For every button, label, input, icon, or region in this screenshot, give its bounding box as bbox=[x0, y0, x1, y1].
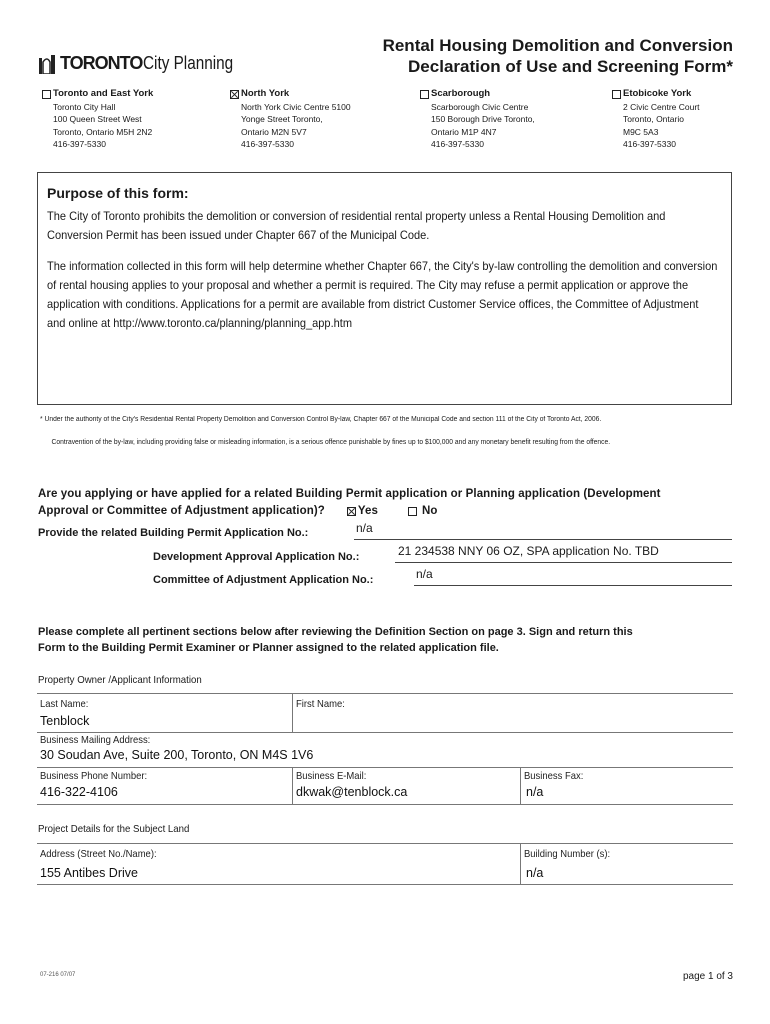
no-label: No bbox=[422, 505, 438, 517]
da-label: Development Approval Application No.: bbox=[153, 551, 360, 563]
instructions-line-2: Form to the Building Permit Examiner or Planner assigned to the related application file. bbox=[38, 642, 499, 654]
office-etobicoke-york bbox=[612, 88, 700, 151]
phone-field[interactable]: 416-322-4106 bbox=[40, 785, 118, 799]
coa-label: Committee of Adjustment Application No.: bbox=[153, 574, 374, 586]
footnote-line-1: * Under the authority of the City's Residential Rental Property Demolition and Conversion Control By-law, Chapter 667 of the Municipal Code and section 111 of the City of Toronto Act, 2006. bbox=[40, 416, 602, 423]
divider bbox=[37, 804, 733, 805]
email-label: Business E-Mail: bbox=[296, 770, 367, 782]
footnote-line-2: Contravention of the by-law, including providing false or misleading information, is a serious offence punishable by fines up to $100,000 and any monetary benefit resulting from the offence. bbox=[51, 439, 611, 446]
office-name: Scarborough bbox=[431, 88, 491, 99]
first-name-label: First Name: bbox=[296, 698, 345, 710]
building-number-field[interactable]: n/a bbox=[526, 866, 544, 880]
no-option[interactable] bbox=[408, 503, 438, 520]
office-name: North York bbox=[241, 88, 290, 99]
office-checkbox-toronto-east-york[interactable] bbox=[42, 90, 51, 99]
bp-label: Provide the related Building Permit Application No.: bbox=[38, 527, 309, 539]
mailing-address-label: Business Mailing Address: bbox=[40, 734, 151, 746]
last-name-label: Last Name: bbox=[40, 698, 89, 710]
yes-option[interactable] bbox=[347, 503, 378, 520]
address-label: Address (Street No./Name): bbox=[40, 848, 157, 860]
office-scarborough bbox=[420, 88, 535, 151]
office-checkbox-etobicoke-york[interactable] bbox=[612, 90, 621, 99]
da-application-field[interactable]: 21 234538 NNY 06 OZ, SPA application No. TBD bbox=[398, 544, 659, 558]
yes-checkbox[interactable] bbox=[347, 507, 356, 516]
office-name: Etobicoke York bbox=[623, 88, 692, 99]
question-line-1: Are you applying or have applied for a related Building Permit application or Planning application (Development bbox=[38, 488, 661, 500]
building-number-label: Building Number (s): bbox=[524, 848, 611, 860]
office-line: Toronto, Ontario M5H 2N2 bbox=[53, 126, 153, 137]
purpose-paragraph-1: The City of Toronto prohibits the demolition or conversion of residential rental property unless a Rental Housing Demolition and Conversion Permit has been issued under Chapter 667 of the Municipal Code. bbox=[47, 209, 666, 242]
office-line: Scarborough Civic Centre bbox=[431, 101, 529, 112]
form-code: 07-216 07/07 bbox=[40, 972, 76, 978]
office-line: Toronto City Hall bbox=[53, 101, 116, 112]
phone-label: Business Phone Number: bbox=[40, 770, 148, 782]
no-checkbox[interactable] bbox=[408, 507, 417, 516]
divider bbox=[37, 732, 733, 733]
office-line: North York Civic Centre 5100 bbox=[241, 101, 351, 112]
email-field[interactable]: dkwak@tenblock.ca bbox=[296, 785, 408, 799]
divider bbox=[520, 768, 521, 804]
office-checkbox-scarborough[interactable] bbox=[420, 90, 429, 99]
divider bbox=[37, 693, 733, 694]
divider bbox=[292, 768, 293, 804]
coa-field-line bbox=[414, 585, 732, 586]
purpose-box bbox=[37, 172, 732, 405]
office-line: 100 Queen Street West bbox=[53, 114, 142, 124]
fax-field[interactable]: n/a bbox=[526, 785, 544, 799]
title-line-2: Declaration of Use and Screening Form* bbox=[408, 57, 733, 76]
office-line: 2 Civic Centre Court bbox=[623, 101, 700, 112]
related-application-question bbox=[38, 486, 738, 520]
office-line: 416-397-5330 bbox=[623, 139, 676, 149]
office-line: 416-397-5330 bbox=[431, 139, 484, 149]
fax-label: Business Fax: bbox=[524, 770, 584, 782]
owner-section-title: Property Owner /Applicant Information bbox=[38, 674, 202, 686]
yes-label: Yes bbox=[357, 505, 379, 517]
last-name-field[interactable]: Tenblock bbox=[40, 714, 90, 728]
purpose-heading: Purpose of this form: bbox=[47, 185, 189, 201]
coa-application-field[interactable]: n/a bbox=[416, 567, 433, 581]
divider bbox=[37, 884, 733, 885]
office-line: M9C 5A3 bbox=[623, 126, 659, 137]
instructions bbox=[38, 624, 738, 656]
da-field-line bbox=[395, 562, 732, 563]
office-line: 416-397-5330 bbox=[53, 139, 106, 149]
logo-subtitle: City Planning bbox=[143, 53, 234, 73]
divider bbox=[520, 844, 521, 884]
form-title bbox=[383, 35, 733, 77]
city-planning-logo bbox=[38, 46, 249, 74]
bp-field-line bbox=[354, 539, 732, 540]
office-north-york bbox=[230, 88, 351, 151]
office-checkbox-north-york[interactable] bbox=[230, 90, 239, 99]
office-line: Ontario M1P 4N7 bbox=[431, 126, 497, 137]
purpose-paragraph-2: The information collected in this form will help determine whether Chapter 667, the City's by-law controlling the demolition and conversion of rental housing applies to your proposal and whether a permit is required. The City may refuse a permit application or approve the application with conditions. Applications for a permit are available from district Customer Service offices, the Committee of Adjustment and online at http://www.toronto.ca/planning/planning_app.htm bbox=[47, 259, 718, 330]
office-line: 416-397-5330 bbox=[241, 139, 294, 149]
address-field[interactable]: 155 Antibes Drive bbox=[40, 866, 138, 880]
bp-application-field[interactable]: n/a bbox=[356, 521, 373, 535]
question-line-2: Approval or Committee of Adjustment application)? bbox=[38, 505, 325, 517]
mailing-address-field[interactable]: 30 Soudan Ave, Suite 200, Toronto, ON M4S 1V6 bbox=[40, 748, 314, 762]
instructions-line-1: Please complete all pertinent sections below after reviewing the Definition Section on page 3. Sign and return this bbox=[38, 626, 633, 638]
office-toronto-east-york bbox=[42, 88, 153, 151]
divider bbox=[292, 694, 293, 732]
divider bbox=[37, 843, 733, 844]
footnote bbox=[40, 414, 712, 460]
page-number: page 1 of 3 bbox=[682, 971, 733, 982]
logo-word: TORONTO bbox=[60, 53, 143, 73]
title-line-1: Rental Housing Demolition and Conversion bbox=[382, 36, 733, 55]
project-section-title: Project Details for the Subject Land bbox=[38, 823, 190, 835]
office-line: Ontario M2N 5V7 bbox=[241, 126, 307, 137]
city-hall-icon bbox=[38, 52, 56, 74]
divider bbox=[37, 767, 733, 768]
office-name: Toronto and East York bbox=[53, 88, 154, 99]
office-line: 150 Borough Drive Toronto, bbox=[431, 114, 535, 124]
office-line: Toronto, Ontario bbox=[623, 114, 684, 124]
office-line: Yonge Street Toronto, bbox=[241, 114, 323, 124]
